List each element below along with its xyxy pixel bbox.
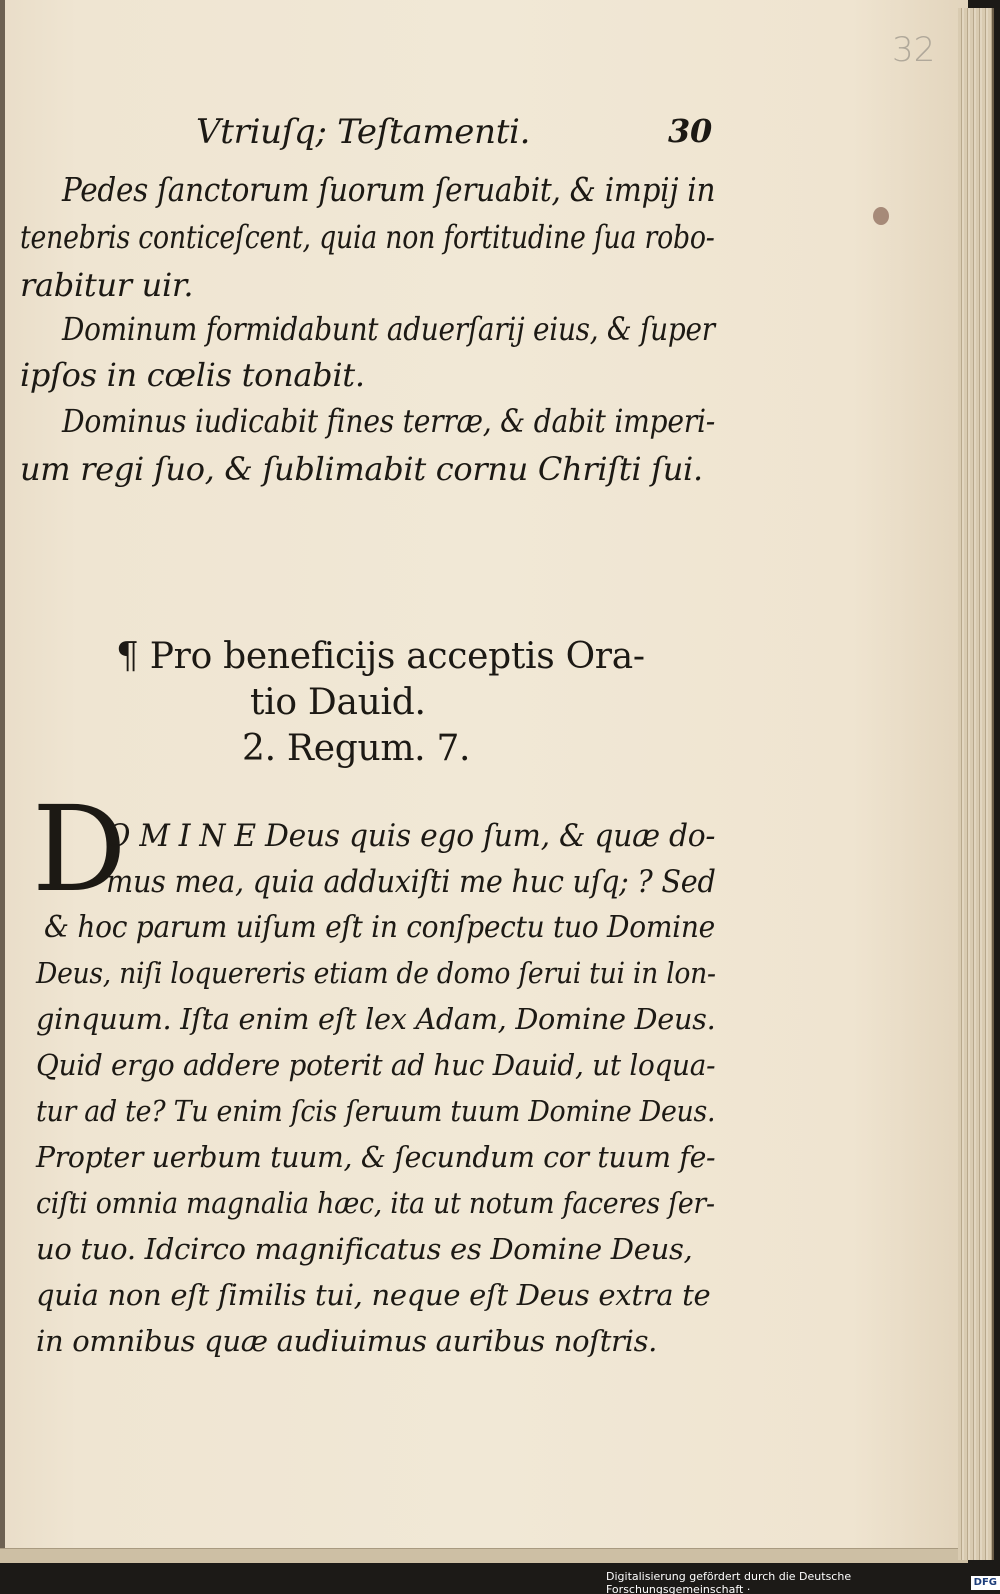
- intro-line: um regi ſuo, & ſublimabit cornu Chriſti ſui.: [20, 450, 703, 488]
- body-line: Deus, niſi loquereris etiam de domo ſerui tui in lon-: [36, 956, 716, 990]
- intro-line: tenebris conticeſcent, quia non fortitudine ſua robo-: [20, 218, 715, 256]
- page-bottom-edge: [0, 1548, 968, 1563]
- body-line: & hoc parum uiſum eſt in conſpectu tuo Domine: [44, 910, 715, 945]
- running-head: Vtriuſq; Teſtamenti.: [196, 112, 531, 152]
- digitization-credit: [606, 1572, 1000, 1594]
- section-heading-line: tio Dauid.: [250, 682, 426, 723]
- intro-line: ipſos in cœlis tonabit.: [20, 356, 365, 394]
- body-line: Quid ergo addere poterit ad huc Dauid, ut loqua-: [36, 1048, 716, 1082]
- page-binding-edge: [0, 0, 5, 1560]
- body-line: mus mea, quia adduxiſti me huc uſq; ? Sed: [106, 864, 716, 900]
- body-line: in omnibus quæ audiuimus auribus noſtris.: [36, 1324, 658, 1358]
- dfg-logo: DFG: [971, 1576, 1000, 1590]
- intro-line: Pedes ſanctorum ſuorum ſeruabit, & impij in: [62, 170, 716, 209]
- drop-cap: D: [32, 780, 127, 918]
- body-line: O M I N E Deus quis ego ſum, & quæ do-: [106, 818, 716, 854]
- body-line: uo tuo. Idcirco magnificatus es Domine Deus,: [36, 1232, 693, 1266]
- page-number: 30: [668, 112, 712, 150]
- body-line: quia non eſt ſimilis tui, neque eſt Deus extra te: [36, 1278, 711, 1312]
- intro-line: Dominum formidabunt aduerſarij eius, & ſuper: [62, 310, 715, 348]
- section-heading-line: ¶ Pro beneficijs acceptis Ora-: [116, 636, 645, 677]
- intro-line: rabitur uir.: [20, 266, 194, 304]
- body-line: ciſti omnia magnalia hæc, ita ut notum faceres ſer-: [36, 1186, 715, 1220]
- section-heading-line: 2. Regum. 7.: [242, 728, 471, 769]
- ink-stain: [873, 207, 889, 225]
- intro-line: Dominus iudicabit fines terræ, & dabit imperi-: [62, 402, 715, 440]
- folio-number: 32: [892, 30, 936, 70]
- body-line: ginquum. Iſta enim eſt lex Adam, Domine Deus.: [36, 1002, 716, 1036]
- credit-text: Digitalisierung gefördert durch die Deutsche Forschungsgemeinschaft ·: [606, 1570, 852, 1594]
- body-line: Propter uerbum tuum, & ſecundum cor tuum fe-: [36, 1140, 716, 1174]
- page-stack-edges: [958, 8, 994, 1560]
- body-line: tur ad te? Tu enim ſcis ſeruum tuum Domine Deus.: [36, 1094, 716, 1128]
